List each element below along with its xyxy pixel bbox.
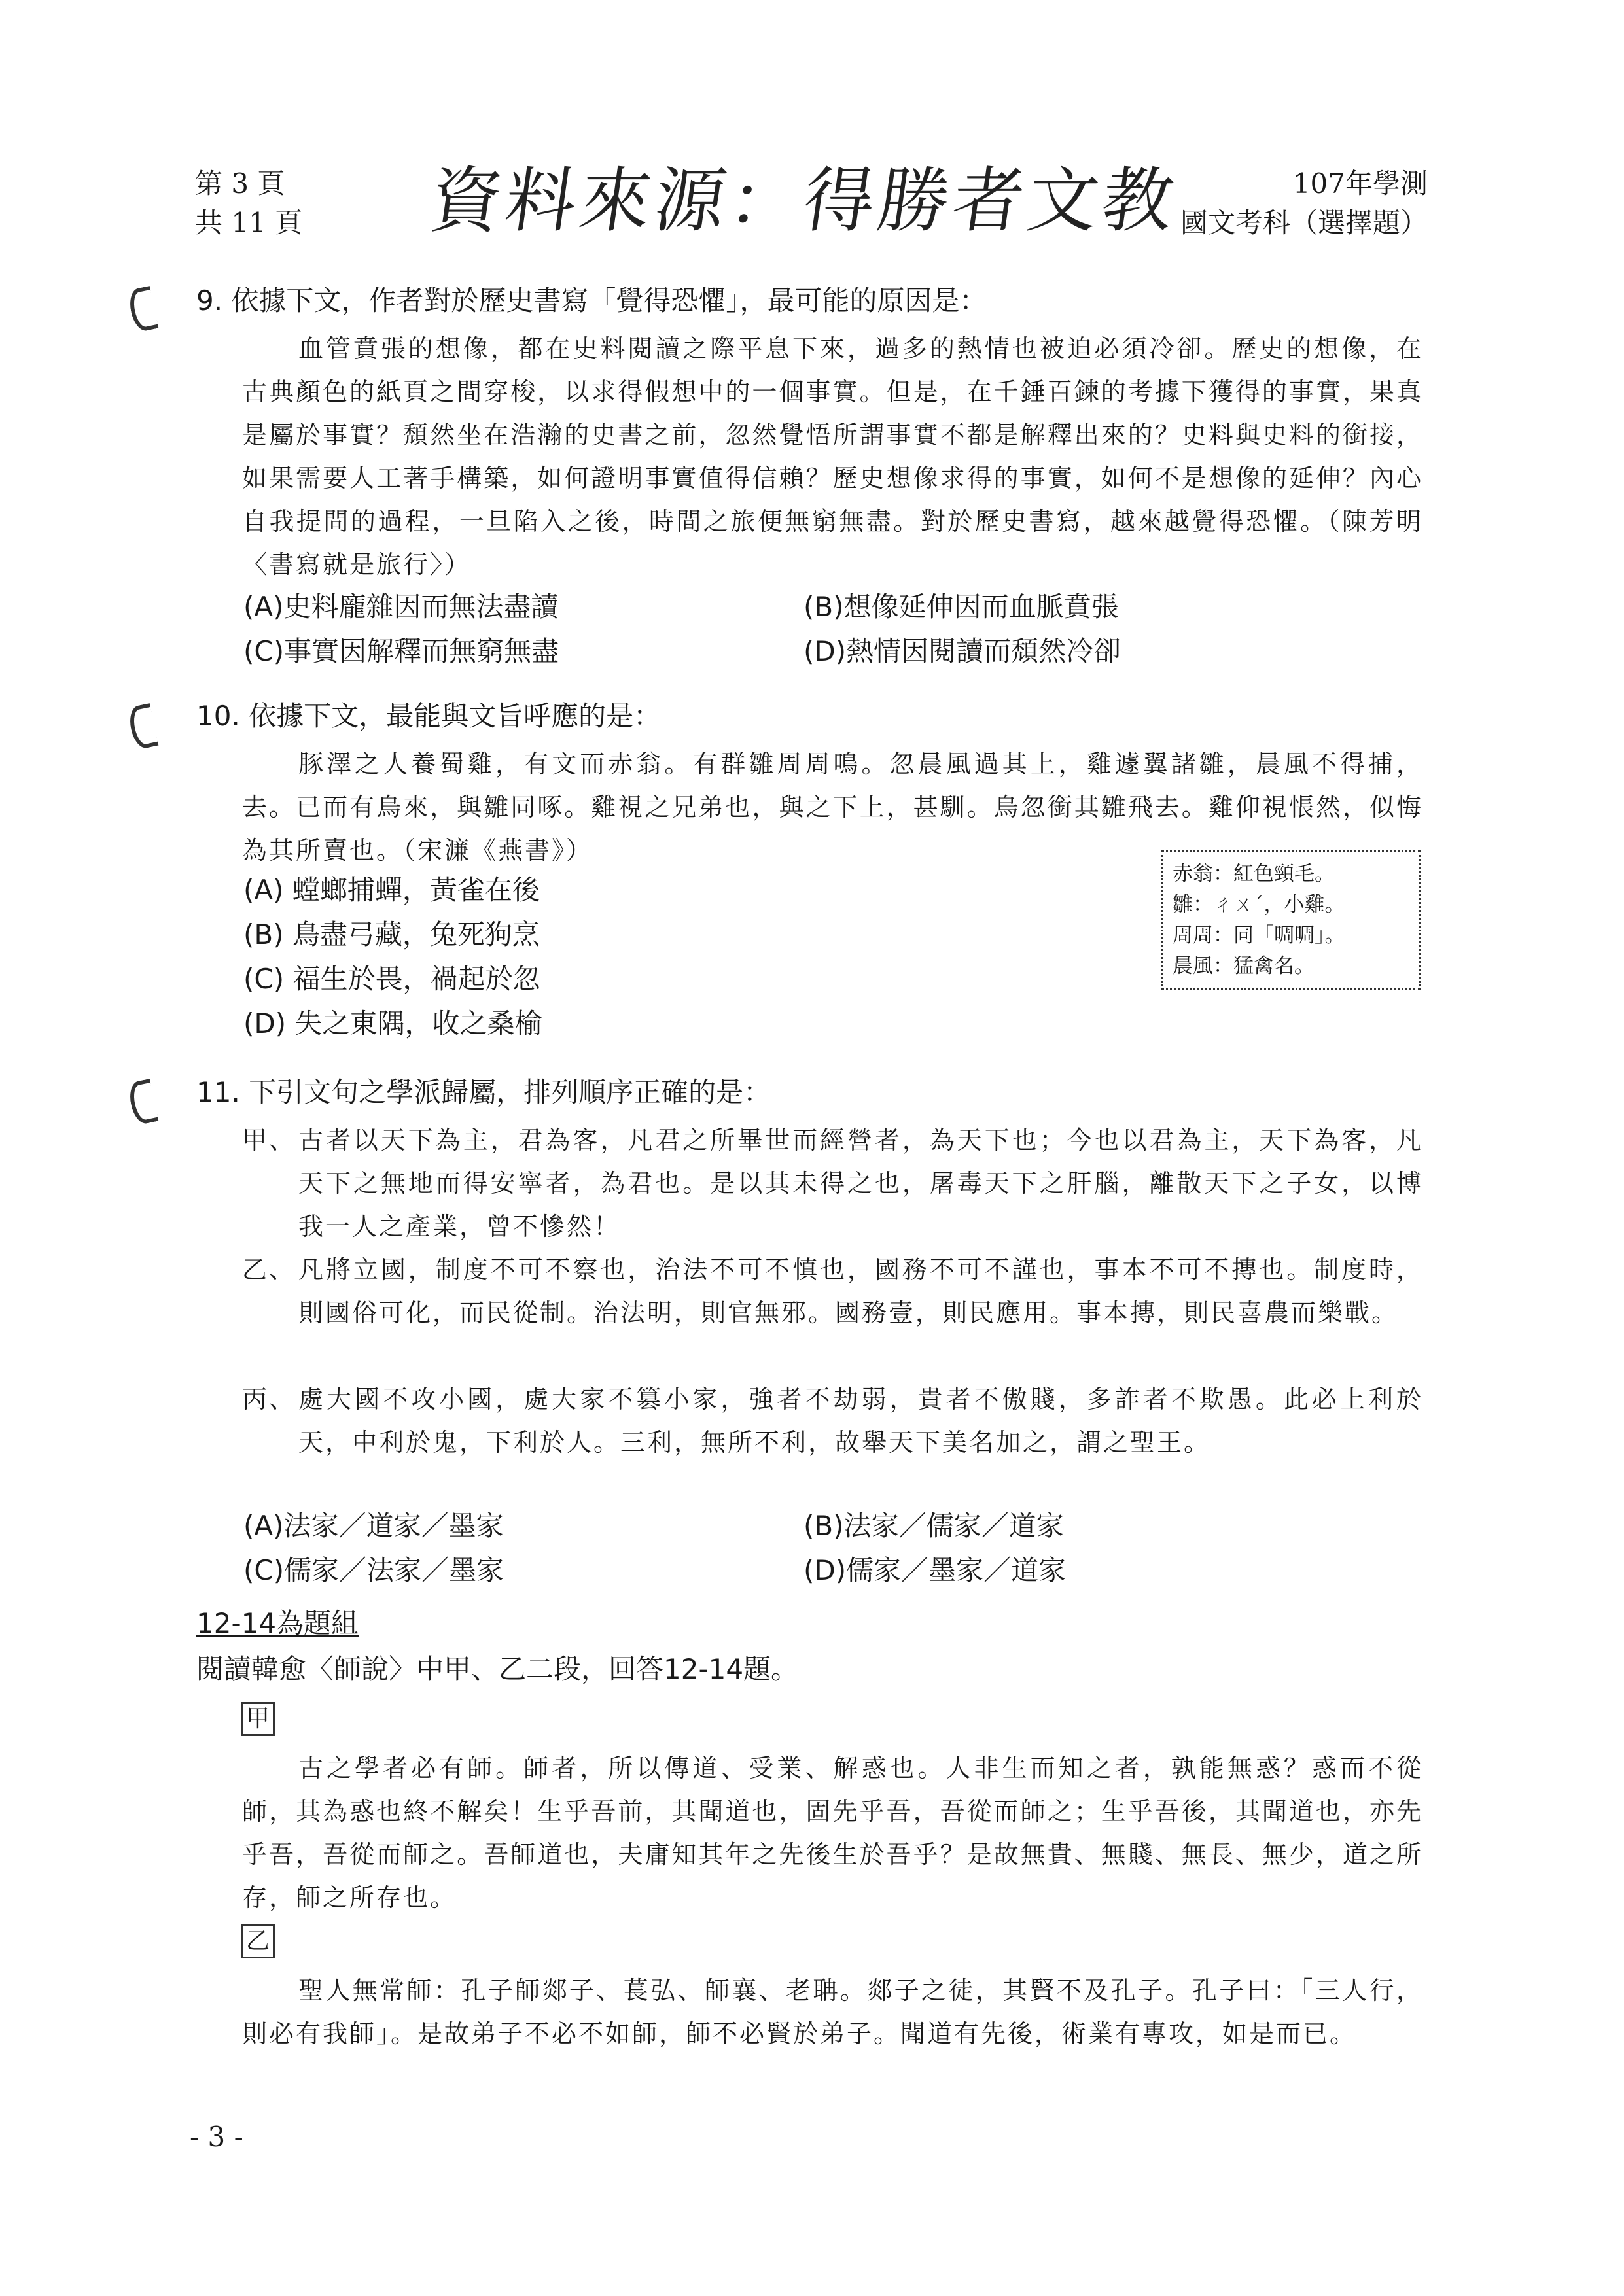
passage-label-jia: 甲 [241,1702,275,1736]
question-9-passage: 血管賁張的想像，都在史料閱讀之際平息下來，過多的熱情也被迫必須冷卻。歷史的想像，在古典顏色的紙頁之間穿梭，以求得假想中的一個事實。但是，在千錘百鍊的考據下獲得的事實，果真是屬於事實？頹然坐在浩瀚的史書之前，忽然覺悟所謂事實不都是解釋出來的？史料與史料的銜接，如果需要人工著手構築，如何證明事實值得信賴？歷史想像求得的事實，如何不是想像的延伸？內心自我提問的過程，一旦陷入之後，時間之旅便無窮無盡。對於歷史書寫，越來越覺得恐懼。（陳芳明〈書寫就是旅行〉） [242,334,1423,579]
passage-label-yi: 乙 [241,1924,275,1958]
q11-item-label: 乙、 [242,1255,296,1284]
exam-subject: 國文考科（選擇題） [1180,207,1428,239]
q11-option-a: (A)法家／道家／墨家 [243,1510,504,1542]
q11-item-label: 甲、 [242,1126,296,1155]
handwritten-answer-mark-q10 [127,703,159,750]
page-total: 共 11 頁 [195,207,303,239]
handwritten-answer-mark-q11 [127,1079,159,1126]
q11-option-c: (C)儒家／法家／墨家 [243,1554,504,1586]
exam-name: 107年學測 [1292,167,1428,200]
q11-item-text: 凡將立國，制度不可不察也，治法不可不慎也，國務不可不謹也，事本不可不摶也。制度時，則國俗可化，而民從制。治法明，則官無邪。國務壹，則民應用。事本摶，則民喜農而樂戰。 [298,1255,1423,1327]
q11-item-yi [242,1248,1423,1334]
q11-item-text: 古者以天下為主，君為客，凡君之所畢世而經營者，為天下也；今也以君為主，天下為客，凡天下之無地而得安寧者，為君也。是以其未得之也，屠毒天下之肝腦，離散天下之子女，以博我一人之產業，曾不慘然！ [298,1126,1423,1241]
q10-option-b: (B) 鳥盡弓藏，兔死狗烹 [243,918,540,950]
handwritten-answer-mark-q9 [127,286,159,333]
q10-gloss-box [1161,850,1421,990]
question-9-stem: 9. 依據下文，作者對於歷史書寫「覺得恐懼」，最可能的原因是： [196,285,987,317]
page-number: 第 3 頁 [195,167,285,200]
q10-option-d: (D) 失之東隅，收之桑榆 [243,1007,542,1039]
question-group-intro: 閱讀韓愈〈師說〉中甲、乙二段，回答12-14題。 [196,1653,799,1685]
q10-option-c: (C) 福生於畏，禍起於忽 [243,963,540,995]
gloss-item: 晨風：猛禽名。 [1173,954,1315,978]
passage-jia: 古之學者必有師。師者，所以傳道、受業、解惑也。人非生而知之者，孰能無惑？惑而不從師，其為惑也終不解矣！生乎吾前，其聞道也，固先乎吾，吾從而師之；生乎吾後，其聞道也，亦先乎吾，吾從而師之。吾師道也，夫庸知其年之先後生於吾乎？是故無貴、無賤、無長、無少，道之所存，師之所存也。 [242,1754,1423,1912]
q11-item-label: 丙、 [242,1385,296,1414]
gloss-item: 雛：ㄔㄨˊ，小雞。 [1173,893,1345,916]
q11-item-jia [242,1119,1423,1248]
gloss-item: 赤翁：紅色頸毛。 [1173,862,1335,886]
q9-option-b: (B)想像延伸因而血脈賁張 [803,591,1119,623]
q11-item-bing [242,1378,1423,1464]
page-footer: - 3 - [190,2121,243,2153]
question-11-stem: 11. 下引文句之學派歸屬，排列順序正確的是： [196,1076,771,1108]
passage-yi: 聖人無常師：孔子師郯子、萇弘、師襄、老聃。郯子之徒，其賢不及孔子。孔子曰：「三人行，則必有我師」。是故弟子不必不如師，師不必賢於弟子。聞道有先後，術業有專攻，如是而已。 [242,1976,1423,2048]
question-10-passage: 豚澤之人養蜀雞，有文而赤翁。有群雛周周鳴。忽晨風過其上，雞遽翼諸雛，晨風不得捕，去。已而有烏來，與雛同啄。雞視之兄弟也，與之下上，甚馴。烏忽銜其雛飛去。雞仰視悵然，似悔為其所賣也。（宋濂《燕書》） [242,750,1423,865]
q9-option-d: (D)熱情因閱讀而頹然冷卻 [803,635,1121,667]
handwritten-source-note: 資料來源：得勝者文教 [425,160,1183,242]
question-10-stem: 10. 依據下文，最能與文旨呼應的是： [196,700,662,732]
q11-option-d: (D)儒家／墨家／道家 [803,1554,1067,1586]
q10-option-a: (A) 螳螂捕蟬，黃雀在後 [243,874,540,906]
gloss-item: 周周：同「啁啁」。 [1173,924,1345,947]
question-group-title: 12-14為題組 [196,1607,359,1639]
q9-option-c: (C)事實因解釋而無窮無盡 [243,635,559,667]
q11-option-b: (B)法家／儒家／道家 [803,1510,1064,1542]
q11-item-text: 處大國不攻小國，處大家不篡小家，強者不劫弱，貴者不傲賤，多詐者不欺愚。此必上利於天，中利於鬼，下利於人。三利，無所不利，故舉天下美名加之，謂之聖王。 [298,1385,1423,1457]
q9-option-a: (A)史料龐雜因而無法盡讀 [243,591,559,623]
